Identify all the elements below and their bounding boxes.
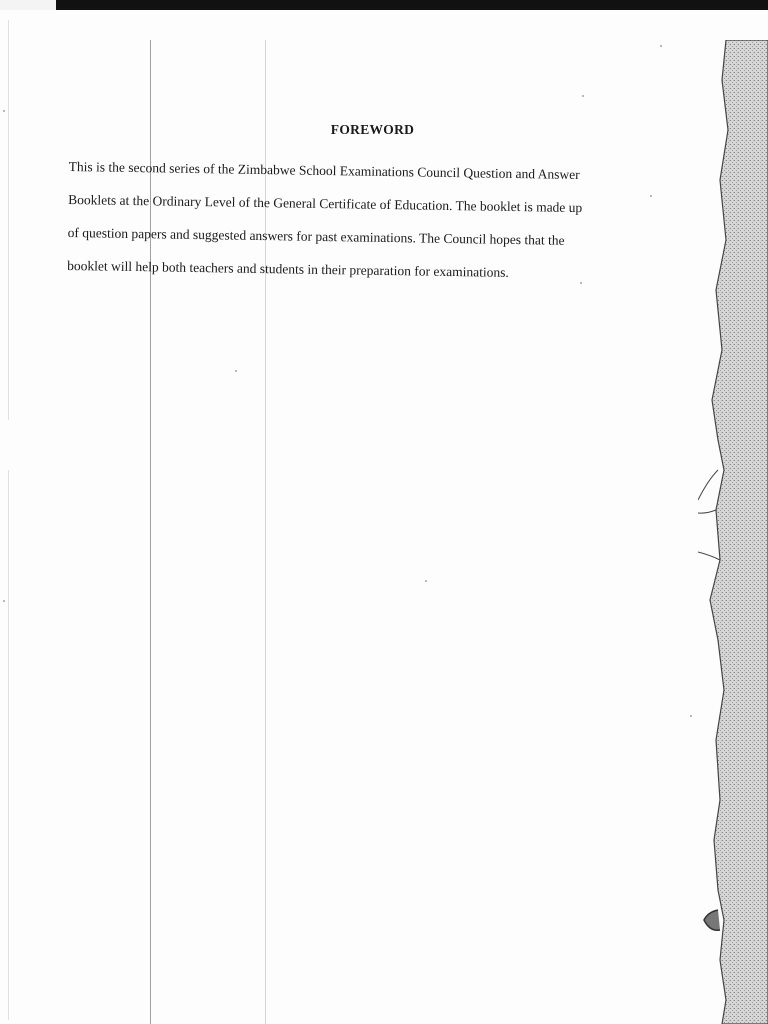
scan-top-border — [0, 0, 768, 10]
paragraph-line: of question papers and suggested answers for past examinations. The Council hopes that the — [67, 224, 565, 248]
scan-speck — [425, 580, 427, 582]
scan-speck — [235, 370, 237, 372]
scan-speck — [660, 45, 662, 47]
scan-speck — [582, 95, 584, 97]
paragraph-line: booklet will help both teachers and students in their preparation for examinations. — [67, 257, 509, 280]
paragraph-line: Booklets at the Ordinary Level of the General Certificate of Education. The booklet is made up — [68, 191, 583, 216]
document-title: FOREWORD — [330, 122, 415, 137]
scan-speck — [3, 110, 5, 112]
torn-paper-edge — [698, 40, 768, 1024]
scan-top-notch — [0, 0, 56, 10]
scan-speck — [690, 715, 692, 717]
paragraph-line: This is the second series of the Zimbabwe School Examinations Council Question and Answer — [68, 158, 580, 183]
left-margin-artifact — [8, 20, 9, 1020]
scan-speck — [650, 195, 652, 197]
scan-speck — [3, 600, 5, 602]
scan-speck — [580, 282, 582, 284]
foreword-paragraph — [67, 150, 669, 291]
